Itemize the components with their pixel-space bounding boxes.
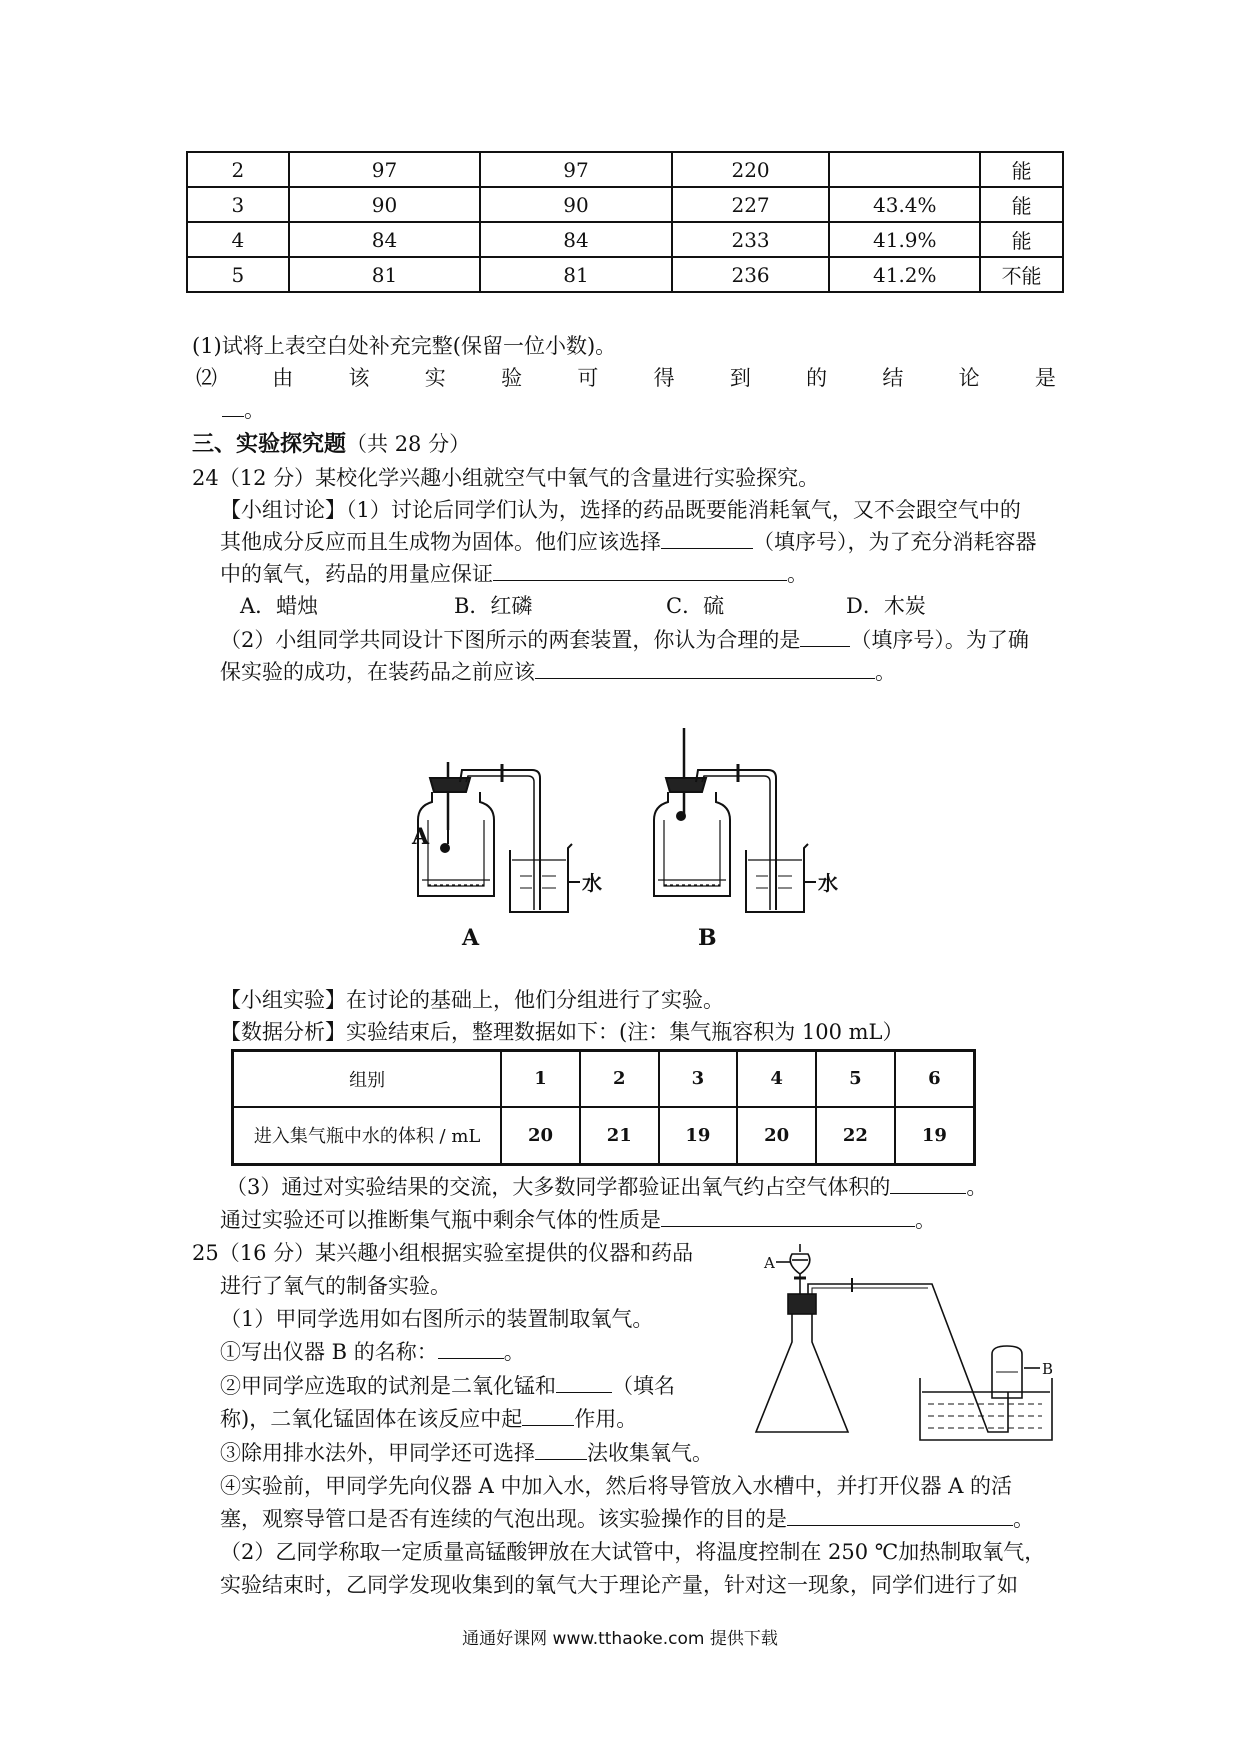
- table-cell: 97: [289, 152, 481, 187]
- text: 其他成分反应而且生成物为固体。他们应该选择: [220, 530, 661, 554]
- table-cell: 41.9%: [829, 222, 980, 257]
- page-footer: 通通好课网 www.tthaoke.com 提供下载: [462, 1629, 778, 1649]
- table-cell: 19: [659, 1107, 738, 1165]
- q24-discussion-3: [220, 558, 808, 590]
- q25-step2-cont: [220, 1403, 637, 1435]
- q23-char: ⑵: [196, 366, 217, 390]
- table-cell: 90: [480, 187, 672, 222]
- oxygen-apparatus-figure: [752, 1242, 1072, 1442]
- answer-blank[interactable]: [556, 1370, 612, 1393]
- table-cell: 能: [980, 187, 1063, 222]
- header-cell: 5: [816, 1051, 895, 1107]
- table-row: [187, 152, 1063, 187]
- answer-blank[interactable]: [800, 624, 850, 647]
- q25-intro: 25（16 分）某兴趣小组根据实验室提供的仪器和药品: [192, 1241, 694, 1265]
- section-title: 三、实验探究题: [192, 431, 347, 457]
- table-row: [233, 1107, 975, 1165]
- answer-blank[interactable]: [535, 656, 875, 679]
- row-label: 进入集气瓶中水的体积 / mL: [233, 1107, 502, 1165]
- text: （填序号）。为了确: [850, 628, 1029, 652]
- water-trough: [920, 1378, 1052, 1440]
- q25-step4-cont: [220, 1503, 1034, 1535]
- q25-step3: [220, 1437, 713, 1469]
- period: 。: [244, 398, 265, 422]
- answer-blank[interactable]: [535, 1437, 587, 1460]
- q25-step1: [220, 1336, 525, 1368]
- q23-char: 实: [424, 366, 446, 390]
- text: 。: [915, 1208, 936, 1232]
- text: ③除用排水法外，甲同学还可选择: [220, 1441, 535, 1465]
- q23-char: 验: [501, 366, 523, 390]
- q24-part3-line2: [220, 1204, 936, 1236]
- table-cell: 3: [187, 187, 289, 222]
- table-cell: 233: [672, 222, 830, 257]
- text: （填名: [612, 1374, 675, 1398]
- table-cell: 不能: [980, 257, 1063, 292]
- q23-char: 该: [348, 366, 370, 390]
- table-cell: 19: [895, 1107, 975, 1165]
- header-cell: 6: [895, 1051, 975, 1107]
- answer-blank[interactable]: [787, 1503, 1013, 1526]
- q23-char: 的: [806, 366, 828, 390]
- delivery-tube: [808, 1284, 1008, 1432]
- table-row: [187, 257, 1063, 292]
- answer-blank[interactable]: [438, 1336, 504, 1359]
- table-cell: 2: [187, 152, 289, 187]
- q23-char: 得: [653, 366, 675, 390]
- text: （填序号），为了充分消耗容器: [753, 530, 1037, 554]
- option-c: C．硫: [666, 594, 725, 618]
- table-row: [187, 187, 1063, 222]
- q24-part3-line1: [226, 1171, 987, 1203]
- q24-intro: 24（12 分）某校化学兴趣小组就空气中氧气的含量进行实验探究。: [192, 466, 820, 490]
- water-label-a: 水: [582, 871, 602, 895]
- tube-inner: [702, 776, 770, 910]
- q23-char: 由: [272, 366, 294, 390]
- q24-data-analysis: 【数据分析】实验结束后，整理数据如下：(注：集气瓶容积为 100 mL）: [220, 1020, 904, 1044]
- q25-part2-line2: 实验结束时，乙同学发现收集到的氧气大于理论产量，针对这一现象，同学们进行了如: [220, 1573, 1018, 1597]
- text: 塞，观察导管口是否有连续的气泡出现。该实验操作的目的是: [220, 1507, 787, 1531]
- header-cell: 3: [659, 1051, 738, 1107]
- water-volume-table: [231, 1049, 976, 1166]
- answer-blank[interactable]: [222, 394, 244, 417]
- label-a: A: [412, 824, 430, 850]
- header-cell: 1: [501, 1051, 580, 1107]
- q25-part1: （1）甲同学选用如右图所示的装置制取氧气。: [220, 1307, 654, 1331]
- answer-blank[interactable]: [661, 526, 753, 549]
- conical-flask: [756, 1314, 848, 1432]
- table-cell: 97: [480, 152, 672, 187]
- text: 。: [503, 1340, 525, 1364]
- table-row: [187, 222, 1063, 257]
- text: 作用。: [574, 1407, 638, 1431]
- q24-part2-line1: [220, 624, 1029, 656]
- q23-answer-line: [222, 394, 265, 426]
- label-b: B: [1042, 1360, 1054, 1378]
- q25-part2-line1: （2）乙同学称取一定质量高锰酸钾放在大试管中，将温度控制在 250 ℃加热制取氧气，: [220, 1540, 1046, 1564]
- answer-blank[interactable]: [661, 1204, 915, 1227]
- table-cell: 90: [289, 187, 481, 222]
- option-a: A．蜡烛: [240, 594, 319, 618]
- text: 。: [787, 562, 808, 586]
- table-cell: 227: [672, 187, 830, 222]
- results-table: [186, 151, 1064, 293]
- text: 法收集氧气。: [587, 1441, 713, 1465]
- text: 。: [875, 660, 896, 684]
- q23-char: 是: [1034, 366, 1056, 390]
- section-score: （共 28 分）: [346, 432, 471, 456]
- header-cell: 4: [737, 1051, 816, 1107]
- header-cell: 2: [580, 1051, 659, 1107]
- text: 。: [1013, 1507, 1034, 1531]
- table-cell: 220: [672, 152, 830, 187]
- table-cell: 84: [289, 222, 481, 257]
- table-cell: 236: [672, 257, 830, 292]
- tube-inner: [812, 1288, 928, 1294]
- answer-blank[interactable]: [890, 1171, 966, 1194]
- figure-label-a: A: [462, 925, 480, 951]
- text: ②甲同学应选取的试剂是二氧化锰和: [220, 1374, 556, 1398]
- table-cell: 84: [480, 222, 672, 257]
- q23-part2: [196, 362, 1056, 394]
- apparatus-a: [418, 762, 580, 912]
- table-cell: 81: [289, 257, 481, 292]
- q25-intro-2: 进行了氧气的制备实验。: [220, 1274, 451, 1298]
- table-cell: 能: [980, 222, 1063, 257]
- table-cell: 21: [580, 1107, 659, 1165]
- apparatus-b: [654, 728, 816, 912]
- stopper: [430, 778, 470, 792]
- q25-step2: [220, 1370, 675, 1402]
- spoon: [441, 844, 449, 852]
- q24-part2-line2: [220, 656, 896, 688]
- q23-part1: (1)试将上表空白处补充完整(保留一位小数)。: [192, 334, 617, 358]
- text: （3）通过对实验结果的交流，大多数同学都验证出氧气约占空气体积的: [226, 1175, 891, 1199]
- table-header-row: [233, 1051, 975, 1107]
- q24-discussion-2: [220, 526, 1037, 558]
- text: 。: [966, 1175, 988, 1199]
- table-cell: 能: [980, 152, 1063, 187]
- option-d: D．木炭: [846, 594, 926, 618]
- q23-char: 论: [958, 366, 980, 390]
- table-cell: 20: [737, 1107, 816, 1165]
- figure-label-b: B: [698, 925, 717, 951]
- water-label-b: 水: [818, 871, 838, 895]
- text: 称)，二氧化锰固体在该反应中起: [220, 1407, 523, 1431]
- answer-blank[interactable]: [493, 558, 787, 581]
- text: 中的氧气，药品的用量应保证: [220, 562, 493, 586]
- connecting-tube: [460, 770, 540, 910]
- separatory-funnel: [790, 1254, 810, 1274]
- q23-char: 可: [577, 366, 599, 390]
- bottle-inner: [428, 820, 484, 886]
- text: ①写出仪器 B 的名称：: [220, 1340, 438, 1364]
- section-heading: [192, 428, 470, 460]
- q23-char: 到: [729, 366, 751, 390]
- q24-discussion-1: 【小组讨论】（1）讨论后同学们认为，选择的药品既要能消耗氧气，又不会跟空气中的: [220, 498, 1021, 522]
- spoon: [677, 812, 685, 820]
- text: 通过实验还可以推断集气瓶中剩余气体的性质是: [220, 1208, 661, 1232]
- table-cell: 20: [501, 1107, 580, 1165]
- label-a: A: [764, 1254, 775, 1272]
- header-cell: 组别: [233, 1051, 502, 1107]
- connecting-tube: [696, 770, 776, 910]
- bottle-inner: [664, 820, 720, 886]
- table-cell: 4: [187, 222, 289, 257]
- table-cell: 5: [187, 257, 289, 292]
- table-cell: [829, 152, 980, 187]
- q25-step4: ④实验前，甲同学先向仪器 A 中加入水，然后将导管放入水槽中，并打开仪器 A 的活: [220, 1474, 1013, 1498]
- rubber-stopper: [788, 1294, 816, 1314]
- text: 保实验的成功，在装药品之前应该: [220, 660, 535, 684]
- table-cell: 81: [480, 257, 672, 292]
- option-b: B．红磷: [454, 594, 533, 618]
- text: （2）小组同学共同设计下图所示的两套装置，你认为合理的是: [220, 628, 801, 652]
- apparatus-figure: [400, 720, 840, 960]
- stopper: [666, 778, 706, 792]
- answer-blank[interactable]: [522, 1403, 574, 1426]
- table-cell: 43.4%: [829, 187, 980, 222]
- table-cell: 41.2%: [829, 257, 980, 292]
- tube-inner: [466, 776, 534, 910]
- q23-char: 结: [882, 366, 904, 390]
- table-cell: 22: [816, 1107, 895, 1165]
- q24-group-experiment: 【小组实验】在讨论的基础上，他们分组进行了实验。: [220, 988, 724, 1012]
